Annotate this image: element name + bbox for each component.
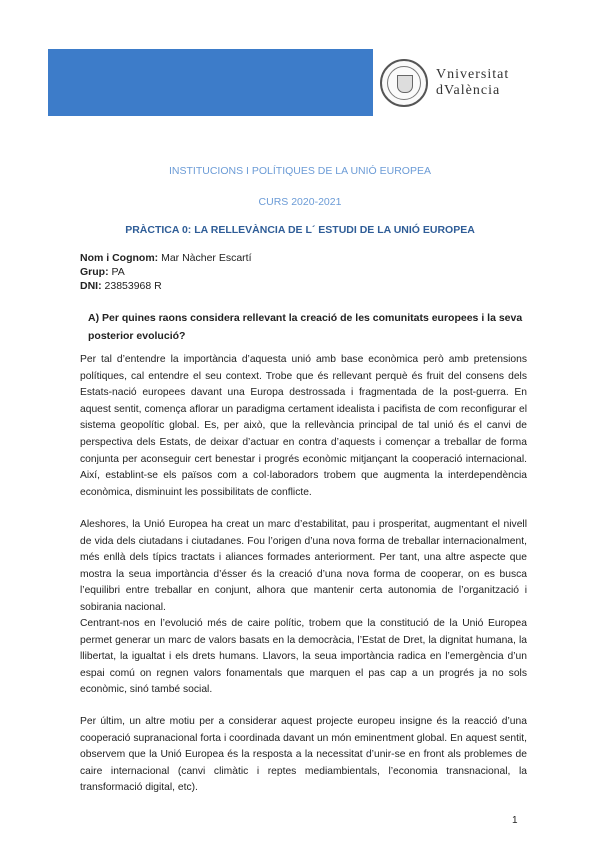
university-name	[436, 67, 509, 99]
paragraph-1: Per tal d’entendre la importància d’aquesta unió amb base econòmica però amb pretensions polítiques, cal entendre el seu context. Trobe que és rellevant perquè és fruit del consens dels Estats-nació europees davant una Europa destrossada i fragmentada de la post-guerra. En aquest sentit, comença aflorar un paradigma certament idealista i pacifista de com reconfigurar el sistema geopolític global. Es, per això, que la rellevància principal de tal unió és el canvi de perspectiva dels Estats, de deixar d’actuar en contra d’aquests i començar a treballar de forma conjunta per aconseguir cert benestar i progrés econòmic mitjançant la cooperació internacional. Així, establint-se els països com a col·laboradors trobem que augmenta la interdependència econòmica, disminuint les possibilitats de conflicte.	[80, 354, 527, 498]
course-year: CURS 2020-2021	[258, 196, 342, 208]
dni-value: 23853968 R	[104, 280, 162, 292]
practice-title: PRÀCTICA 0: LA RELLEVÀNCIA DE L´ ESTUDI DE LA UNIÓ EUROPEA	[125, 224, 475, 236]
paragraph-4: Per últim, un altre motiu per a considerar aquest projecte europeu insigne és la reacció d’una cooperació supranacional forta i coordinada davant un món eminentment global. En aquest sentit, observem que la Unió Europea és la resposta a la necessitat d’unir-se en front als problemes de caire internacional (canvi climàtic i reptes mediambientals, l’economia transnacional, la transformació digital, etc).	[80, 716, 527, 794]
university-logo	[380, 55, 560, 111]
university-seal-icon	[380, 59, 428, 107]
dni-label: DNI:	[80, 280, 102, 292]
student-group-line	[80, 265, 125, 279]
university-name-line1: Vniversitat	[436, 67, 510, 82]
student-dni-line	[80, 279, 162, 293]
page-number: 1	[512, 815, 518, 826]
group-value: PA	[111, 266, 125, 278]
university-name-line2: dValència	[436, 83, 501, 98]
paragraph-3: Centrant-nos en l’evolució més de caire polític, trobem que la constitució de la Unió Europea permet generar un marc de valors basats en la democràcia, l’Estat de Dret, la dignitat humana, la llibertat, la igualtat i els drets humans. Llavors, la seua importància radica en l’emergència d’un espai comú on regnen valors fonamentals que marquen el pas cap a un progrés ja no sols econòmic, sinó també social.	[80, 618, 527, 696]
group-label: Grup:	[80, 266, 109, 278]
header-banner	[48, 49, 373, 116]
course-title: INSTITUCIONS I POLÍTIQUES DE LA UNIÓ EUROPEA	[169, 165, 431, 177]
name-value: Mar Nàcher Escartí	[161, 252, 252, 264]
paragraph-2: Aleshores, la Unió Europea ha creat un marc d’estabilitat, pau i prosperitat, augmentant el nivell de vida dels ciutadans i ciutadanes. Fou l’origen d’una nova forma de treballar internacionalment, més enllà dels típics tractats i aliances formades anteriorment. Per tant, una altre aspecte que mostra la seua importància d’ésser és la creació d’una nova forma de cooperar, on es busca l’equilibri entre treballar en conjunt, alhora que mantenir certa autonomia de l’organització i sobirania nacional.	[80, 519, 527, 613]
student-name-line	[80, 251, 252, 265]
question-heading: A) Per quines raons considera rellevant la creació de les comunitats europees i la seva posterior evolució?	[88, 312, 523, 342]
name-label: Nom i Cognom:	[80, 252, 159, 264]
